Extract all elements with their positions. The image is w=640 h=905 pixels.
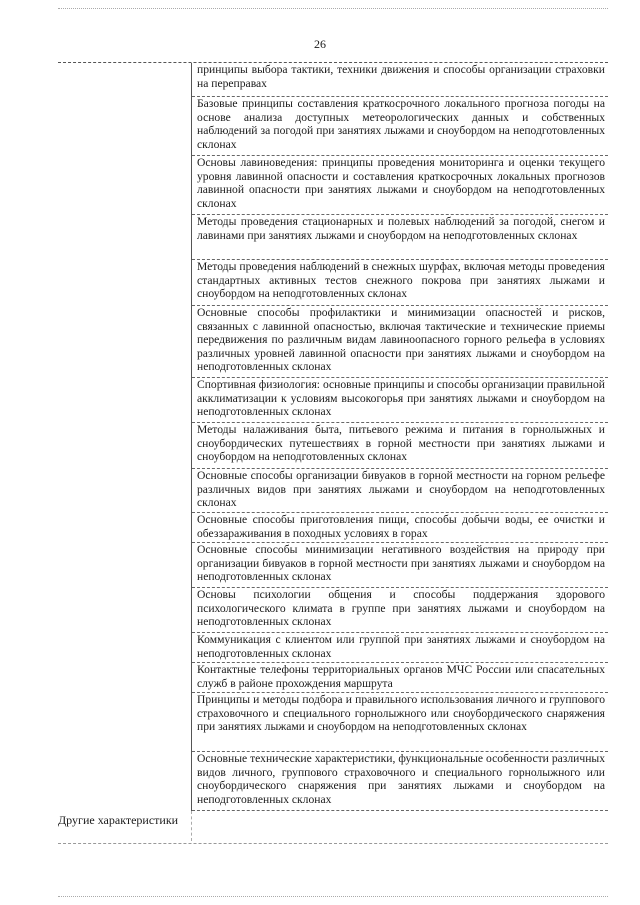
- table-row: [58, 215, 608, 260]
- left-cell: [58, 378, 192, 423]
- left-cell: [58, 156, 192, 215]
- table-row: [58, 543, 608, 588]
- requirements-table: [58, 62, 608, 811]
- table-row: [58, 693, 608, 752]
- left-cell: [58, 752, 192, 811]
- table-row: [58, 513, 608, 543]
- left-cell: [58, 306, 192, 378]
- table-cell: Основы лавиноведения: принципы проведения мониторинга и оценки текущего уровня лавинной опасности и составления краткосрочных локальных прогнозов лавинной опасности при занятиях лыжами и сноубордом на неподготовленных склонах: [192, 156, 608, 215]
- left-cell: [58, 423, 192, 469]
- scan-edge-bottom: [58, 896, 608, 897]
- left-cell: [58, 693, 192, 752]
- left-cell: [58, 588, 192, 633]
- table-cell: Основные способы профилактики и минимизации опасностей и рисков, связанных с лавинной опасностью, включая тактические и технические приемы передвижения по различным видам лавиноопасного горного рельефа в условиях различных уровней лавинной опасности при занятиях лыжами и сноубордом на неподготовленных склонах: [192, 306, 608, 378]
- left-cell: [58, 63, 192, 97]
- left-cell: [58, 97, 192, 156]
- other-characteristics-label: Другие характеристики: [58, 813, 179, 827]
- page-number: 26: [314, 37, 326, 51]
- left-cell: [58, 469, 192, 513]
- table-cell: принципы выбора тактики, техники движения и способы организации страховки на переправах: [192, 63, 608, 97]
- table-row: [58, 633, 608, 663]
- table-row: [58, 378, 608, 423]
- left-cell: [58, 513, 192, 543]
- table-row: [58, 423, 608, 469]
- table-row: [58, 306, 608, 378]
- table-cell: Коммуникация с клиентом или группой при занятиях лыжами и сноубордом на неподготовленных склонах: [192, 633, 608, 663]
- table-bottom-border: [58, 843, 608, 844]
- left-cell: [58, 543, 192, 588]
- table-cell: Базовые принципы составления краткосрочного локального прогноза погоды на основе анализа доступных метеорологических данных и собственных наблюдений за погодой при занятиях лыжами и сноубордом на неподготовленных склонах: [192, 97, 608, 156]
- table-cell: Методы проведения наблюдений в снежных шурфах, включая методы проведения стандартных активных тестов снежного покрова при занятиях лыжами и сноубордом на неподготовленных склонах: [192, 260, 608, 306]
- table-cell: Основные технические характеристики, функциональные особенности различных видов личного, группового страховочного и специального горнолыжного или сноубордического снаряжения при занятиях лыжами и сноубордом на неподготовленных склонах: [192, 752, 608, 811]
- left-cell: [58, 215, 192, 260]
- table-cell: Методы проведения стационарных и полевых наблюдений за погодой, снегом и лавинами при занятиях лыжами и сноубордом на неподготовленных склонах: [192, 215, 608, 260]
- table-cell: Основные способы минимизации негативного воздействия на природу при организации бивуаков в горной местности при занятиях лыжами и сноубордом на неподготовленных склонах: [192, 543, 608, 588]
- table-row: [58, 63, 608, 97]
- left-cell: [58, 260, 192, 306]
- table-cell: Основные способы приготовления пищи, способы добычи воды, ее очистки и обеззараживания в походных условиях в горах: [192, 513, 608, 543]
- other-characteristics-row: [58, 811, 608, 841]
- table-cell: Методы налаживания быта, питьевого режима и питания в горнолыжных и сноубордических путешествиях в горной местности при занятиях лыжами и сноубордом на неподготовленных склонах: [192, 423, 608, 469]
- table-cell: Принципы и методы подбора и правильного использования личного и группового страховочного и специального горнолыжного или сноубордического снаряжения при занятиях лыжами и сноубордом на неподготовленных склонах: [192, 693, 608, 752]
- table-cell: Контактные телефоны территориальных органов МЧС России или спасательных служб в районе прохождения маршрута: [192, 663, 608, 693]
- table-cell: Основные способы организации бивуаков в горной местности на горном рельефе различных видов при занятиях лыжами и сноубордом на неподготовленных склонах: [192, 469, 608, 513]
- table-row: [58, 469, 608, 513]
- table-row: [58, 97, 608, 156]
- left-cell: [58, 633, 192, 663]
- table-row: [58, 260, 608, 306]
- left-cell: [58, 663, 192, 693]
- table-cell: Спортивная физиология: основные принципы и способы организации правильной акклиматизации к условиям высокогорья при занятиях лыжами и сноубордом на неподготовленных склонах: [192, 378, 608, 423]
- table-row: [58, 663, 608, 693]
- table-row: [58, 752, 608, 811]
- table-row: [58, 156, 608, 215]
- scan-edge-top: [58, 8, 608, 9]
- table-cell: Основы психологии общения и способы поддержания здорового психологического климата в группе при занятиях лыжами и сноубордом на неподготовленных склонах: [192, 588, 608, 633]
- table-row: [58, 588, 608, 633]
- other-characteristics-value: [191, 811, 608, 841]
